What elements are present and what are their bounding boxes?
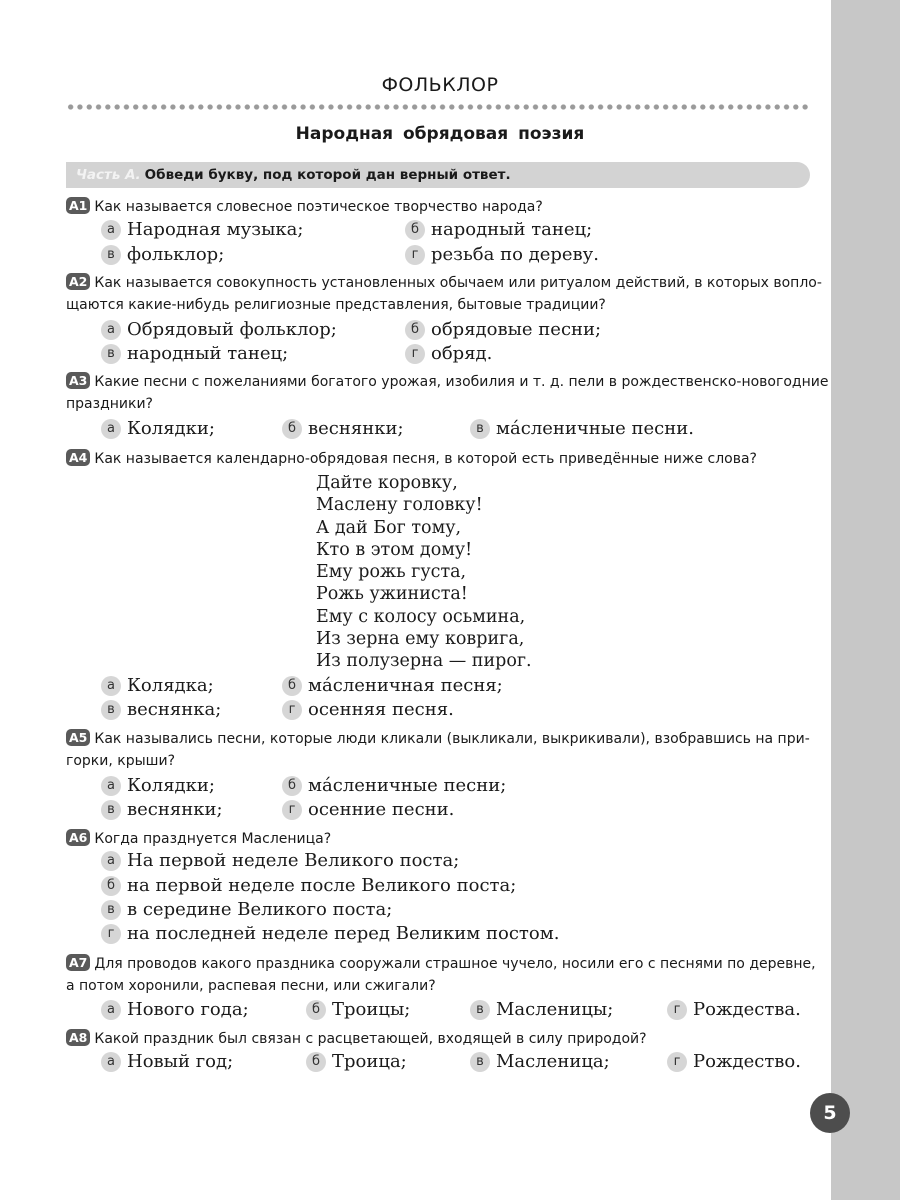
page-edge-strip	[831, 0, 900, 1200]
question-a7	[66, 953, 816, 997]
option-text: Колядка;	[127, 675, 214, 696]
option-a4-a[interactable]	[101, 674, 214, 698]
question-text-line: Какие песни с пожеланиями богатого урожая, изобилия и т. д. пели в рождественско-новогодние	[94, 374, 829, 390]
question-a5	[66, 728, 810, 772]
option-letter: а	[101, 851, 121, 871]
option-a1-b[interactable]	[405, 218, 592, 242]
option-letter: б	[282, 676, 302, 696]
option-letter: а	[101, 320, 121, 340]
option-text: осенняя песня.	[308, 699, 454, 720]
option-a5-g[interactable]	[282, 798, 454, 822]
option-text: народный танец;	[127, 343, 289, 364]
option-text: Нового года;	[127, 999, 249, 1020]
option-text: в середине Великого поста;	[127, 899, 393, 920]
poem-line: Кто в этом дому!	[316, 539, 473, 560]
option-a4-b[interactable]	[282, 674, 503, 698]
option-letter: в	[101, 900, 121, 920]
dotted-divider	[66, 103, 810, 111]
option-text: веснянка;	[127, 699, 222, 720]
option-a4-g[interactable]	[282, 698, 454, 722]
option-text: Троицы;	[332, 999, 411, 1020]
option-text: на первой неделе после Великого поста;	[127, 875, 517, 896]
option-letter: в	[101, 245, 121, 265]
option-text: Народная музыка;	[127, 219, 304, 240]
option-text: На первой неделе Великого поста;	[127, 850, 460, 871]
option-a5-v[interactable]	[101, 798, 223, 822]
question-text-line: щаются какие-нибудь религиозные представления, бытовые традиции?	[66, 297, 606, 313]
option-a7-g[interactable]	[667, 998, 801, 1022]
option-letter: а	[101, 220, 121, 240]
page-subtitle: Народная обрядовая поэзия	[295, 124, 585, 144]
poem-line: Рожь ужиниста!	[316, 584, 468, 605]
option-letter: а	[101, 676, 121, 696]
question-text: Какой праздник был связан с расцветающей, входящей в силу природой?	[94, 1031, 647, 1047]
question-a6	[66, 828, 331, 850]
poem-line: Дайте коровку,	[316, 473, 458, 493]
option-a1-g[interactable]	[405, 243, 599, 267]
poem-line: Маслену головку!	[316, 495, 483, 516]
question-text: Как называется календарно-обрядовая песня, в которой есть приведённые ниже слова?	[94, 451, 757, 467]
question-a8	[66, 1028, 647, 1050]
option-letter: б	[306, 1000, 326, 1020]
option-letter: б	[282, 419, 302, 439]
option-letter: г	[101, 924, 121, 944]
question-tag: А1	[66, 197, 90, 214]
option-letter: б	[306, 1052, 326, 1072]
option-letter: в	[101, 344, 121, 364]
option-letter: б	[282, 776, 302, 796]
option-a6-g[interactable]	[101, 922, 559, 946]
option-a2-g[interactable]	[405, 342, 492, 366]
option-text: Рождества.	[693, 999, 801, 1020]
option-text: Колядки;	[127, 775, 215, 796]
task-instruction-bar	[66, 162, 810, 188]
task-instruction: Обведи букву, под которой дан верный ответ.	[144, 167, 511, 183]
question-text: Когда празднуется Масленица?	[94, 831, 332, 847]
section-title: ФОЛЬКЛОР	[381, 74, 499, 96]
option-a3-b[interactable]	[282, 417, 404, 441]
option-a3-a[interactable]	[101, 417, 215, 441]
option-text: ма́сленичные песни;	[308, 775, 507, 796]
question-text-line: горки, крыши?	[66, 753, 175, 769]
question-text-line: праздники?	[66, 396, 153, 412]
question-text-line: Как назывались песни, которые люди кликали (выкликали, выкрикивали), взобравшись на при-	[94, 731, 810, 747]
option-text: Рождество.	[693, 1051, 801, 1072]
question-a3	[66, 371, 828, 415]
question-tag: А6	[66, 829, 90, 846]
option-text: осенние песни.	[308, 799, 455, 820]
option-a6-v[interactable]	[101, 898, 392, 922]
option-letter: а	[101, 419, 121, 439]
option-text: Масленица;	[496, 1051, 610, 1072]
option-text: обрядовые песни;	[431, 319, 602, 340]
option-text: на последней неделе перед Великим постом.	[127, 923, 560, 944]
option-letter: г	[667, 1000, 687, 1020]
option-letter: г	[282, 800, 302, 820]
option-a8-a[interactable]	[101, 1050, 233, 1074]
poem-line: Ему с колосу осьмина,	[316, 606, 526, 627]
question-text-line: а потом хоронили, распевая песни, или сжигали?	[66, 978, 436, 994]
option-letter: в	[470, 1000, 490, 1020]
option-text: фольклор;	[127, 244, 225, 265]
part-label: Часть А.	[76, 167, 141, 183]
option-text: веснянки;	[308, 418, 404, 439]
question-a4	[66, 448, 757, 470]
option-text: резьба по дереву.	[431, 244, 599, 265]
question-tag: А7	[66, 954, 90, 971]
option-letter: а	[101, 1052, 121, 1072]
option-a3-v[interactable]	[470, 417, 694, 441]
option-a2-v[interactable]	[101, 342, 288, 366]
option-text: Колядки;	[127, 418, 215, 439]
question-tag: А3	[66, 372, 90, 389]
poem-line: А дай Бог тому,	[316, 517, 462, 538]
option-letter: в	[470, 419, 490, 439]
option-text: народный танец;	[431, 219, 593, 240]
question-tag: А8	[66, 1029, 90, 1046]
option-letter: в	[470, 1052, 490, 1072]
option-text: обряд.	[431, 343, 493, 364]
option-letter: б	[405, 220, 425, 240]
option-a8-g[interactable]	[667, 1050, 801, 1074]
option-a5-b[interactable]	[282, 774, 506, 798]
option-a6-b[interactable]	[101, 874, 516, 898]
option-a2-b[interactable]	[405, 318, 601, 342]
option-letter: в	[101, 800, 121, 820]
option-letter: г	[405, 245, 425, 265]
option-text: Троица;	[332, 1051, 407, 1072]
option-a7-b[interactable]	[306, 998, 410, 1022]
option-a1-v[interactable]	[101, 243, 224, 267]
option-a1-a[interactable]	[101, 218, 303, 242]
poem-line: Из зерна ему коврига,	[316, 629, 525, 650]
option-a7-a[interactable]	[101, 998, 249, 1022]
option-text: Обрядовый фольклор;	[127, 319, 337, 340]
option-a8-b[interactable]	[306, 1050, 407, 1074]
question-text-line: Как называется совокупность установленных обычаем или ритуалом действий, в которых вопло-	[94, 275, 822, 291]
question-tag: А4	[66, 449, 90, 466]
question-tag: А5	[66, 729, 90, 746]
option-text: веснянки;	[127, 799, 223, 820]
option-text: ма́сленичные песни.	[496, 418, 694, 439]
option-letter: б	[405, 320, 425, 340]
option-text: Масленицы;	[496, 999, 614, 1020]
option-a4-v[interactable]	[101, 698, 221, 722]
option-a7-v[interactable]	[470, 998, 613, 1022]
question-text-line: Для проводов какого праздника сооружали страшное чучело, носили его с песнями по деревне,	[94, 956, 816, 972]
option-a2-a[interactable]	[101, 318, 337, 342]
option-letter: б	[101, 876, 121, 896]
poem-line: Из полузерна — пирог.	[316, 651, 532, 672]
option-letter: в	[101, 700, 121, 720]
option-a8-v[interactable]	[470, 1050, 610, 1074]
page-number: 5	[810, 1093, 850, 1133]
poem-line: Ему рожь густа,	[316, 562, 467, 583]
poem-excerpt	[316, 472, 532, 673]
option-letter: а	[101, 776, 121, 796]
option-letter: г	[405, 344, 425, 364]
option-a5-a[interactable]	[101, 774, 215, 798]
option-letter: а	[101, 1000, 121, 1020]
option-text: ма́сленичная песня;	[308, 675, 503, 696]
option-letter: г	[282, 700, 302, 720]
option-letter: г	[667, 1052, 687, 1072]
question-a2	[66, 272, 822, 316]
option-a6-a[interactable]	[101, 849, 459, 873]
option-text: Новый год;	[127, 1051, 234, 1072]
question-a1	[66, 196, 543, 218]
question-tag: А2	[66, 273, 90, 290]
question-text: Как называется словесное поэтическое творчество народа?	[94, 199, 543, 215]
